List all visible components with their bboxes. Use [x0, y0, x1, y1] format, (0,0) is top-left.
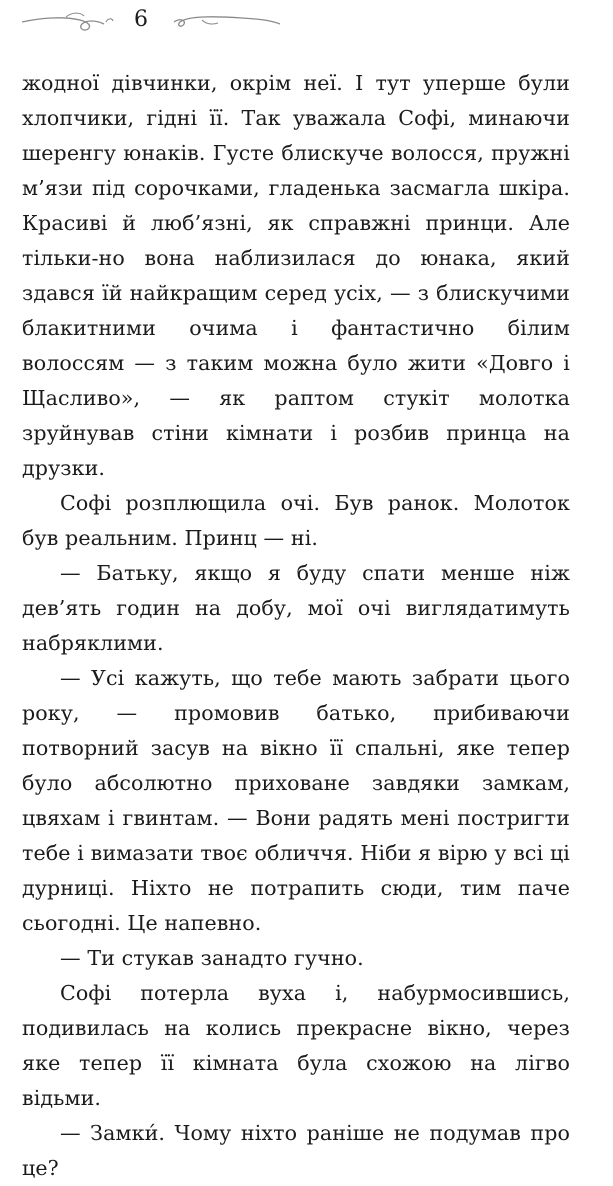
- paragraph-continuation: жодної дівчинки, окрім неї. І тут уперше були хлопчики, гідні її. Так уважала Софі, минаючи шеренгу юнаків. Густе блискуче волосся, пружні м’язи під сорочками, гладенька засмагла шкіра. Красиві й люб’язні, як справжні принци. Але тільки-но вона наблизилася до юнака, який здався їй найкращим серед усіх, — з блискучими блакитними очима і фантастично білим волоссям — з таким можна було жити «Довго і Щасливо», — як раптом стукіт молотка зруйнував стіни кімнати і розбив принца на друзки.: [22, 71, 570, 480]
- paragraph-dialogue: — Замки́. Чому ніхто раніше не подумав про це?: [22, 1121, 570, 1180]
- paragraph-narration: Софі потерла вуха і, набурмосившись, подивилась на колись прекрасне вікно, через яке тепер її кімната була схожою на лігво відьми.: [22, 981, 570, 1110]
- paragraph-dialogue: — Ти стукав занадто гучно.: [60, 946, 364, 970]
- page-header: [0, 0, 613, 48]
- paragraph-narration: Софі розплющила очі. Був ранок. Молоток був реальним. Принц — ні.: [22, 491, 570, 550]
- right-flourish-ornament-icon: [172, 8, 282, 34]
- left-flourish-ornament-icon: [22, 8, 114, 34]
- page-number: 6: [134, 7, 148, 32]
- paragraph-dialogue: — Усі кажуть, що тебе мають забрати цього року, — промовив батько, прибиваючи потворний засув на вікно її спальні, яке тепер було абсолютно приховане завдяки замкам, цвяхам і гвинтам. — Вони радять мені постригти тебе і вимазати твоє обличчя. Ніби я вірю у всі ці дурниці. Ніхто не потрапить сюди, тим паче сьогодні. Це напевно.: [22, 666, 570, 935]
- paragraph-dialogue: — Батьку, якщо я буду спати менше ніж дев’ять годин на добу, мої очі виглядатимуть набряклими.: [22, 561, 570, 655]
- text-body: [22, 66, 570, 1186]
